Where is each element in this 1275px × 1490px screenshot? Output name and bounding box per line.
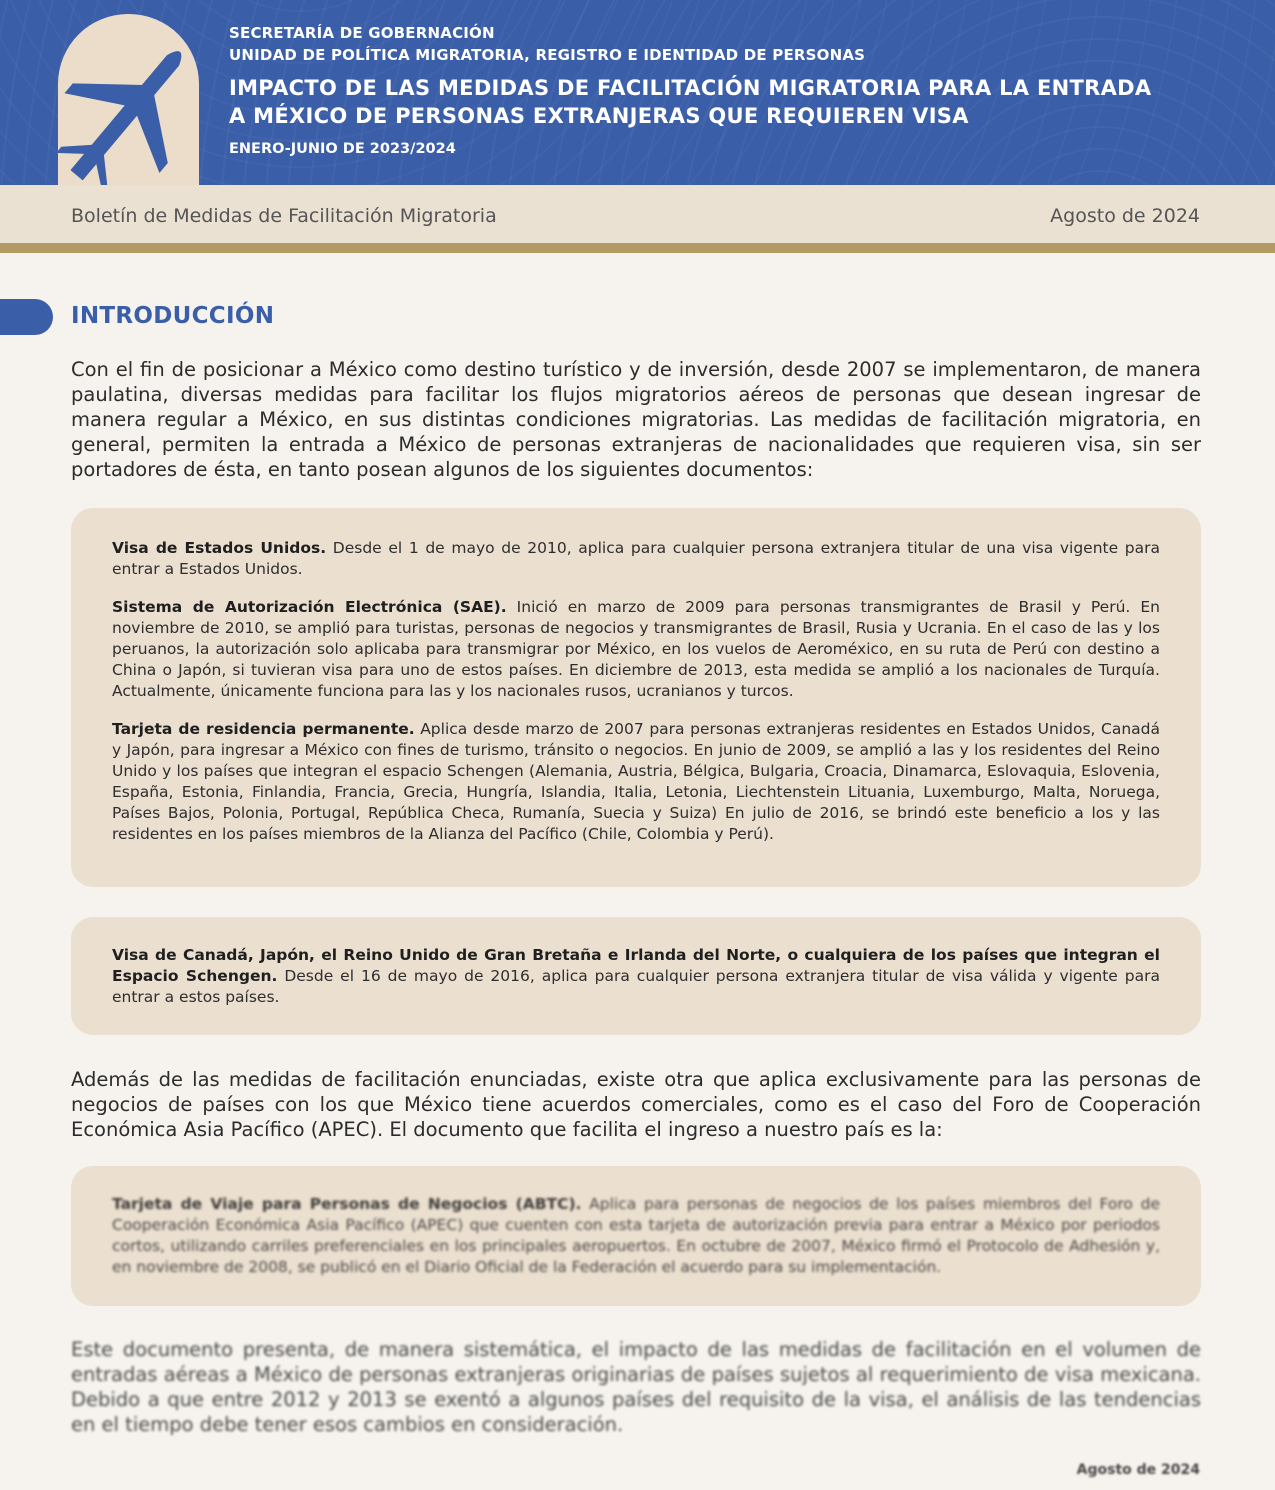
item-title: Visa de Canadá, Japón, el Reino Unido de Gran Bretaña e Irlanda del Norte, o cualquiera de los países que integran el Espacio Schengen. bbox=[112, 946, 1160, 985]
airplane-icon bbox=[58, 14, 199, 185]
item-text: Desde el 16 de mayo de 2016, aplica para cualquier persona extranjera titular de visa válida y vigente para entrar a estos países. bbox=[112, 967, 1160, 1006]
ministry-name: SECRETARÍA DE GOBERNACIÓN bbox=[229, 24, 495, 42]
documents-box bbox=[71, 508, 1201, 887]
item-title: Sistema de Autorización Electrónica (SAE). bbox=[112, 598, 507, 616]
header-banner bbox=[0, 0, 1275, 185]
item-residency-card bbox=[112, 719, 1160, 845]
bulletin-name: Boletín de Medidas de Facilitación Migratoria bbox=[71, 205, 497, 227]
item-title: Tarjeta de residencia permanente. bbox=[112, 720, 415, 738]
item-sae bbox=[112, 597, 1160, 702]
abtc-box bbox=[71, 1166, 1201, 1306]
closing-paragraph: Este documento presenta, de manera sistemática, el impacto de las medidas de facilitación en el volumen de entradas aéreas a México de personas extranjeras originarias de países sujetos al requerimiento de visa mexicana. Debido a que entre 2012 y 2013 se exentó a algunos países del requisito de la visa, el análisis de las tendencias en el tiempo debe tener esos cambios en consideración. bbox=[71, 1338, 1201, 1436]
item-text: Desde el 1 de mayo de 2010, aplica para cualquier persona extranjera titular de una visa vigente para entrar a Estados Unidos. bbox=[112, 539, 1161, 578]
footer-date: Agosto de 2024 bbox=[1076, 1462, 1200, 1478]
logo-arch bbox=[58, 14, 199, 185]
item-abtc bbox=[112, 1194, 1160, 1278]
document-title bbox=[229, 74, 1229, 130]
item-title: Visa de Estados Unidos. bbox=[112, 539, 327, 557]
intro-paragraph: Con el fin de posicionar a México como destino turístico y de inversión, desde 2007 se implementaron, de manera paulatina, diversas medidas para facilitar los flujos migratorios aéreos de personas que desean ingresar de manera regular a México, en sus distintas condiciones migratorias. Las medidas de facilitación migratoria, en general, permiten la entrada a México de personas extranjeras de nacionalidades que requieren visa, sin ser portadores de ésta, en tanto posean algunos de los siguientes documentos: bbox=[71, 358, 1201, 481]
item-text: Inició en marzo de 2009 para personas transmigrantes de Brasil y Perú. En noviembre de 2010, se amplió para turistas, personas de negocios y transmigrantes de Brasil, Rusia y Ucrania. En el caso de las y los peruanos, la autorización solo aplicaba para transmigrar por México, en los vuelos de Aeroméxico, en su ruta de Perú con destino a China o Japón, si tuvieran visa para uno de estos países. En diciembre de 2013, esta medida se amplió a los nacionales de Turquía. Actualmente, únicamente funciona para las y los nacionales rusos, ucranianos y turcos. bbox=[112, 598, 1160, 700]
item-us-visa bbox=[112, 538, 1160, 580]
visa-countries-box bbox=[71, 917, 1201, 1035]
title-line-2: A MÉXICO DE PERSONAS EXTRANJERAS QUE REQUIEREN VISA bbox=[229, 104, 969, 128]
apec-paragraph: Además de las medidas de facilitación enunciadas, existe otra que aplica exclusivamente para las personas de negocios de países con los que México tiene acuerdos comerciales, como es el caso del Foro de Cooperación Económica Asia Pacífico (APEC). El documento que facilita el ingreso a nuestro país es la: bbox=[71, 1068, 1201, 1141]
item-text: Aplica para personas de negocios de los países miembros del Foro de Cooperación Económica Asia Pacífico (APEC) que cuenten con esta tarjeta de autorización previa para entrar a México por periodos cortos, utilizando carriles preferenciales en los principales aeropuertos. En octubre de 2007, México firmó el Protocolo de Adhesión y, en noviembre de 2008, se publicó en el Diario Oficial de la Federación el acuerdo para su implementación. bbox=[112, 1195, 1160, 1276]
item-other-visas bbox=[112, 945, 1160, 1008]
publication-date: Agosto de 2024 bbox=[1050, 205, 1200, 227]
unit-name: UNIDAD DE POLÍTICA MIGRATORIA, REGISTRO E IDENTIDAD DE PERSONAS bbox=[229, 46, 866, 64]
period-label: ENERO-JUNIO DE 2023/2024 bbox=[229, 141, 456, 157]
section-heading: INTRODUCCIÓN bbox=[71, 303, 275, 329]
item-title: Tarjeta de Viaje para Personas de Negocios (ABTC). bbox=[112, 1195, 582, 1213]
item-text: Aplica desde marzo de 2007 para personas extranjeras residentes en Estados Unidos, Canadá y Japón, para ingresar a México con fines de turismo, tránsito o negocios. En junio de 2009, se amplió a las y los residentes del Reino Unido y los países que integran el espacio Schengen (Alemania, Austria, Bélgica, Bulgaria, Croacia, Dinamarca, Eslovaquia, Eslovenia, España, Estonia, Finlandia, Francia, Grecia, Hungría, Islandia, Italia, Letonia, Liechtenstein Lituania, Luxemburgo, Malta, Noruega, Países Bajos, Polonia, Portugal, República Checa, Rumanía, Suecia y Suiza) En julio de 2016, se brindó este beneficio a los y las residentes en los países miembros de la Alianza del Pacífico (Chile, Colombia y Perú). bbox=[112, 720, 1160, 843]
title-line-1: IMPACTO DE LAS MEDIDAS DE FACILITACIÓN MIGRATORIA PARA LA ENTRADA bbox=[229, 76, 1152, 100]
section-marker bbox=[0, 299, 53, 335]
